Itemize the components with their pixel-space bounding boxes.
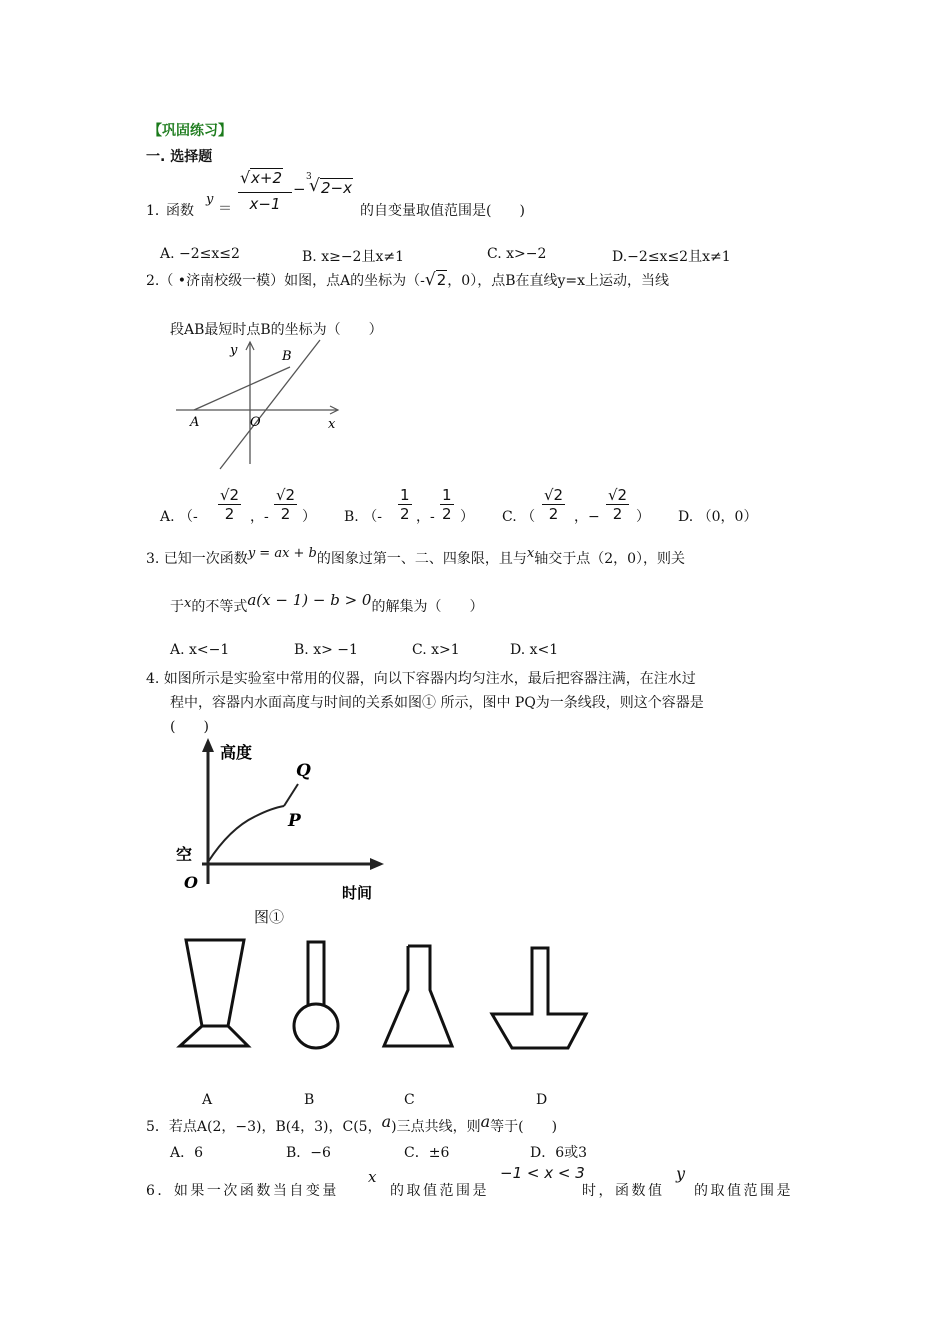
q2-a-frac2: $\frac{√2}{2}$ xyxy=(276,486,296,523)
q4-line1: 4. 如图所示是实验室中常用的仪器，向以下容器内均匀注水，最后把容器注满，在注水过 xyxy=(146,671,696,687)
q2-option-d[interactable]: D. （0，0） xyxy=(678,509,758,525)
q2-label-b: B xyxy=(282,349,292,364)
q1-eq: ＝ xyxy=(218,201,232,217)
q5-var-a: a xyxy=(381,1112,392,1131)
container-c-icon xyxy=(384,946,452,1046)
q1-option-c[interactable]: C. x>−2 xyxy=(487,246,547,262)
q4-segment-pq xyxy=(284,784,298,806)
q1-number: 1． xyxy=(146,203,169,219)
q2-c-frac2: $\frac{√2}{2}$ xyxy=(608,486,628,523)
q3-option-b[interactable]: B. x> −1 xyxy=(294,642,358,658)
q3-line1-a: 3. 已知一次函数 xyxy=(146,551,248,567)
q2-b-label: B. （- xyxy=(344,509,382,525)
q2-a-label: A. （- xyxy=(160,509,198,525)
q3-option-a[interactable]: A. x<−1 xyxy=(170,642,230,658)
q4-containers xyxy=(170,932,600,1062)
q5-var-a2: a xyxy=(480,1112,491,1131)
q4-label-q: Q xyxy=(296,761,311,781)
q2-line2: 段AB最短时点B的坐标为（ ） xyxy=(170,322,383,338)
q6-text-c: 时，函数值 xyxy=(582,1183,665,1199)
q5-line1-c: 等于( ) xyxy=(490,1119,558,1135)
q2-line-y-eq-x xyxy=(220,340,320,469)
q2-c-end: ） xyxy=(636,509,650,525)
q2-a-end: ） xyxy=(302,509,316,525)
q2-a-mid: ，- xyxy=(250,509,269,525)
q6-range: −1 < x < 3 xyxy=(500,1164,585,1182)
q2-line1-b: ，0），点B在直线y=x上运动，当线 xyxy=(447,273,670,289)
q1-cube-body: 2−x xyxy=(321,179,352,197)
q3-line1-b: 的图象过第一、二、四象限，且与 xyxy=(316,551,527,567)
sqrt-icon: √ xyxy=(240,168,251,187)
q5-line1-a: 5．若点A(2，−3)，B(4，3)，C(5， xyxy=(146,1119,382,1135)
q1-frac-den: x−1 xyxy=(249,195,281,213)
q4-x-arrow-icon xyxy=(370,858,384,870)
q1-frac-num xyxy=(238,166,292,193)
q2-label-y: y xyxy=(230,343,238,358)
container-label-b[interactable]: B xyxy=(304,1092,315,1108)
q2-c-label: C. （ xyxy=(502,509,536,525)
container-label-d[interactable]: D xyxy=(536,1092,548,1108)
q5-option-d[interactable]: D．6或3 xyxy=(530,1145,588,1161)
container-b-icon xyxy=(294,942,338,1048)
q4-graph xyxy=(172,738,392,936)
q4-curve xyxy=(208,806,284,862)
q3-line2-b: 的不等式 xyxy=(191,599,248,615)
q2-c-mid: ，− xyxy=(574,509,600,525)
q1-minus: − xyxy=(293,180,306,198)
q5-option-c[interactable]: C．±6 xyxy=(404,1145,450,1161)
q6-text-d: 的取值范围是 xyxy=(694,1183,793,1199)
q2-label-x: x xyxy=(328,417,336,432)
section-heading: 【巩固练习】 xyxy=(148,123,232,139)
q2-c-frac1: $\frac{√2}{2}$ xyxy=(544,486,564,523)
q1-option-a[interactable]: A. −2≤x≤2 xyxy=(160,246,240,262)
q1-y: y xyxy=(206,192,214,207)
q6-y: y xyxy=(676,1164,686,1183)
q2-line1 xyxy=(146,270,669,290)
q5-line1 xyxy=(146,1112,558,1136)
cube-root-icon: √ xyxy=(309,176,320,196)
container-label-c[interactable]: C xyxy=(404,1092,415,1108)
q4-y-arrow-icon xyxy=(202,738,214,752)
section-title: 一. 选择题 xyxy=(146,149,213,165)
q3-x2: x xyxy=(184,596,192,611)
sqrt-icon: √ xyxy=(424,270,436,290)
q3-line2-a: 于 xyxy=(170,599,184,615)
q3-line2 xyxy=(170,591,484,616)
q1-fraction xyxy=(238,166,292,213)
q4-ylabel: 高度 xyxy=(220,743,253,762)
q4-line3: ( ) xyxy=(170,719,209,735)
q2-label-o: O xyxy=(250,415,261,430)
q3-inequality: a(x − 1) − b > 0 xyxy=(247,591,372,609)
q1-suffix: 的自变量取值范围是( ) xyxy=(360,203,525,219)
q2-b-frac2: $\frac{1}{2}$ xyxy=(442,486,452,523)
q3-line1-c: 轴交于点（2，0），则关 xyxy=(534,551,686,567)
q6-line1 xyxy=(146,1162,810,1202)
q6-text-a: 6．如果一次函数当自变量 xyxy=(146,1183,339,1199)
q5-option-a[interactable]: A．6 xyxy=(170,1145,204,1161)
q2-b-mid: ，- xyxy=(416,509,435,525)
q3-equation: y = ax + b xyxy=(247,546,317,561)
q3-line1 xyxy=(146,548,685,568)
q4-label-empty: 空 xyxy=(176,845,193,864)
container-label-a[interactable]: A xyxy=(202,1092,213,1108)
q2-segment-ab xyxy=(194,367,290,410)
q6-text-b: 的取值范围是 xyxy=(390,1183,489,1199)
q1-option-b[interactable]: B. x≥−2且x≠1 xyxy=(302,249,404,265)
q1-cube-index: 3 xyxy=(306,172,312,182)
q1-num-text: x+2 xyxy=(251,169,282,187)
q3-line2-c: 的解集为（ ） xyxy=(371,599,484,615)
q2-b-end: ） xyxy=(460,509,474,525)
q1-option-d[interactable]: D.−2≤x≤2且x≠1 xyxy=(612,249,731,265)
q4-label-o: O xyxy=(184,873,198,892)
container-a-icon xyxy=(180,940,248,1046)
q3-x: x xyxy=(526,546,535,561)
q4-label-p: P xyxy=(288,811,301,831)
container-d-icon xyxy=(492,948,586,1048)
q3-option-c[interactable]: C. x>1 xyxy=(412,642,460,658)
q2-figure xyxy=(170,334,350,484)
q2-a-frac1: $\frac{√2}{2}$ xyxy=(220,486,240,523)
q2-sqrt-value: 2 xyxy=(436,271,447,289)
q4-xlabel: 时间 xyxy=(342,884,373,902)
q3-option-d[interactable]: D. x<1 xyxy=(510,642,559,658)
q5-option-b[interactable]: B．−6 xyxy=(286,1145,331,1161)
q4-line2: 程中，容器内水面高度与时间的关系如图① 所示，图中 PQ为一条线段，则这个容器是 xyxy=(170,695,704,711)
q4-caption: 图① xyxy=(254,908,285,926)
q2-line1-a: 2.（ •济南校级一模）如图，点A的坐标为（- xyxy=(146,273,425,289)
q5-line1-b: )三点共线，则 xyxy=(391,1119,481,1135)
q1-prefix: 函数 xyxy=(166,203,194,219)
q6-x: x xyxy=(368,1168,377,1186)
q2-b-frac1: $\frac{1}{2}$ xyxy=(400,486,410,523)
q2-label-a: A xyxy=(190,415,200,430)
